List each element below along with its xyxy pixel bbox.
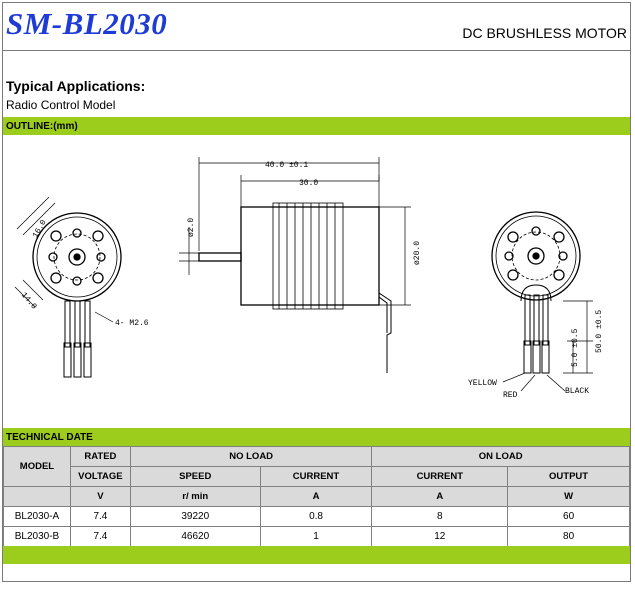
header-speed: SPEED — [130, 467, 260, 487]
front-view — [15, 197, 121, 377]
wire-label-yellow: YELLOW — [468, 379, 497, 388]
header-on-load: ON LOAD — [372, 447, 630, 467]
outline-drawing — [3, 135, 630, 428]
applications-heading: Typical Applications: — [6, 78, 146, 94]
cell-output: 80 — [508, 527, 630, 547]
dim-overall-length: 40.0 ±0.1 — [265, 161, 309, 170]
cell-model: BL2030-B — [4, 527, 71, 547]
cell-voltage: 7.4 — [70, 507, 130, 527]
technical-label: TECHNICAL DATE — [6, 432, 93, 443]
outline-bar — [3, 117, 630, 135]
dim-shaft-dia: ø2.0 — [187, 217, 196, 237]
cell-current-nl: 0.8 — [260, 507, 372, 527]
cell-model: BL2030-A — [4, 507, 71, 527]
unit-output: W — [508, 487, 630, 507]
product-subtitle: DC BRUSHLESS MOTOR — [462, 25, 627, 41]
applications-text: Radio Control Model — [6, 98, 116, 112]
header-no-load: NO LOAD — [130, 447, 372, 467]
dim-body-length: 30.0 — [299, 179, 319, 188]
header-rated: RATED — [70, 447, 130, 467]
header-row-2 — [4, 467, 630, 487]
dim-front-offset: 14.0 — [18, 290, 39, 312]
dim-lead-len-2: 50.0 ±0.5 — [595, 309, 604, 353]
footer-bar — [3, 546, 630, 564]
unit-voltage: V — [70, 487, 130, 507]
product-title: SM-BL2030 — [6, 6, 168, 41]
cell-speed: 39220 — [130, 507, 260, 527]
units-row — [4, 487, 630, 507]
wire-label-red: RED — [503, 391, 518, 400]
dim-front-pcd: 16.0 — [31, 218, 49, 240]
side-view — [179, 157, 411, 373]
wire-label-black: BLACK — [565, 387, 590, 396]
dim-body-dia: ø20.0 — [413, 240, 422, 265]
dim-lead-len-1: 5.0 ±0.5 — [571, 328, 580, 367]
header-current-ol: CURRENT — [372, 467, 508, 487]
cell-speed: 46620 — [130, 527, 260, 547]
cell-current-ol: 12 — [372, 527, 508, 547]
header-model: MODEL — [4, 447, 71, 487]
technical-table — [3, 446, 630, 547]
header-voltage: VOLTAGE — [70, 467, 130, 487]
cell-output: 60 — [508, 507, 630, 527]
unit-current-ol: A — [372, 487, 508, 507]
dim-screw: 4- M2.6 — [115, 319, 149, 328]
outline-label: OUTLINE:(mm) — [6, 121, 78, 132]
header-divider — [2, 50, 631, 51]
table-row — [4, 507, 630, 527]
cell-current-nl: 1 — [260, 527, 372, 547]
header-row-1 — [4, 447, 630, 467]
unit-current-nl: A — [260, 487, 372, 507]
unit-speed: r/ min — [130, 487, 260, 507]
technical-bar — [3, 428, 630, 446]
header-output: OUTPUT — [508, 467, 630, 487]
table-row — [4, 527, 630, 547]
cell-current-ol: 8 — [372, 507, 508, 527]
header-current-nl: CURRENT — [260, 467, 372, 487]
unit-empty — [4, 487, 71, 507]
cell-voltage: 7.4 — [70, 527, 130, 547]
